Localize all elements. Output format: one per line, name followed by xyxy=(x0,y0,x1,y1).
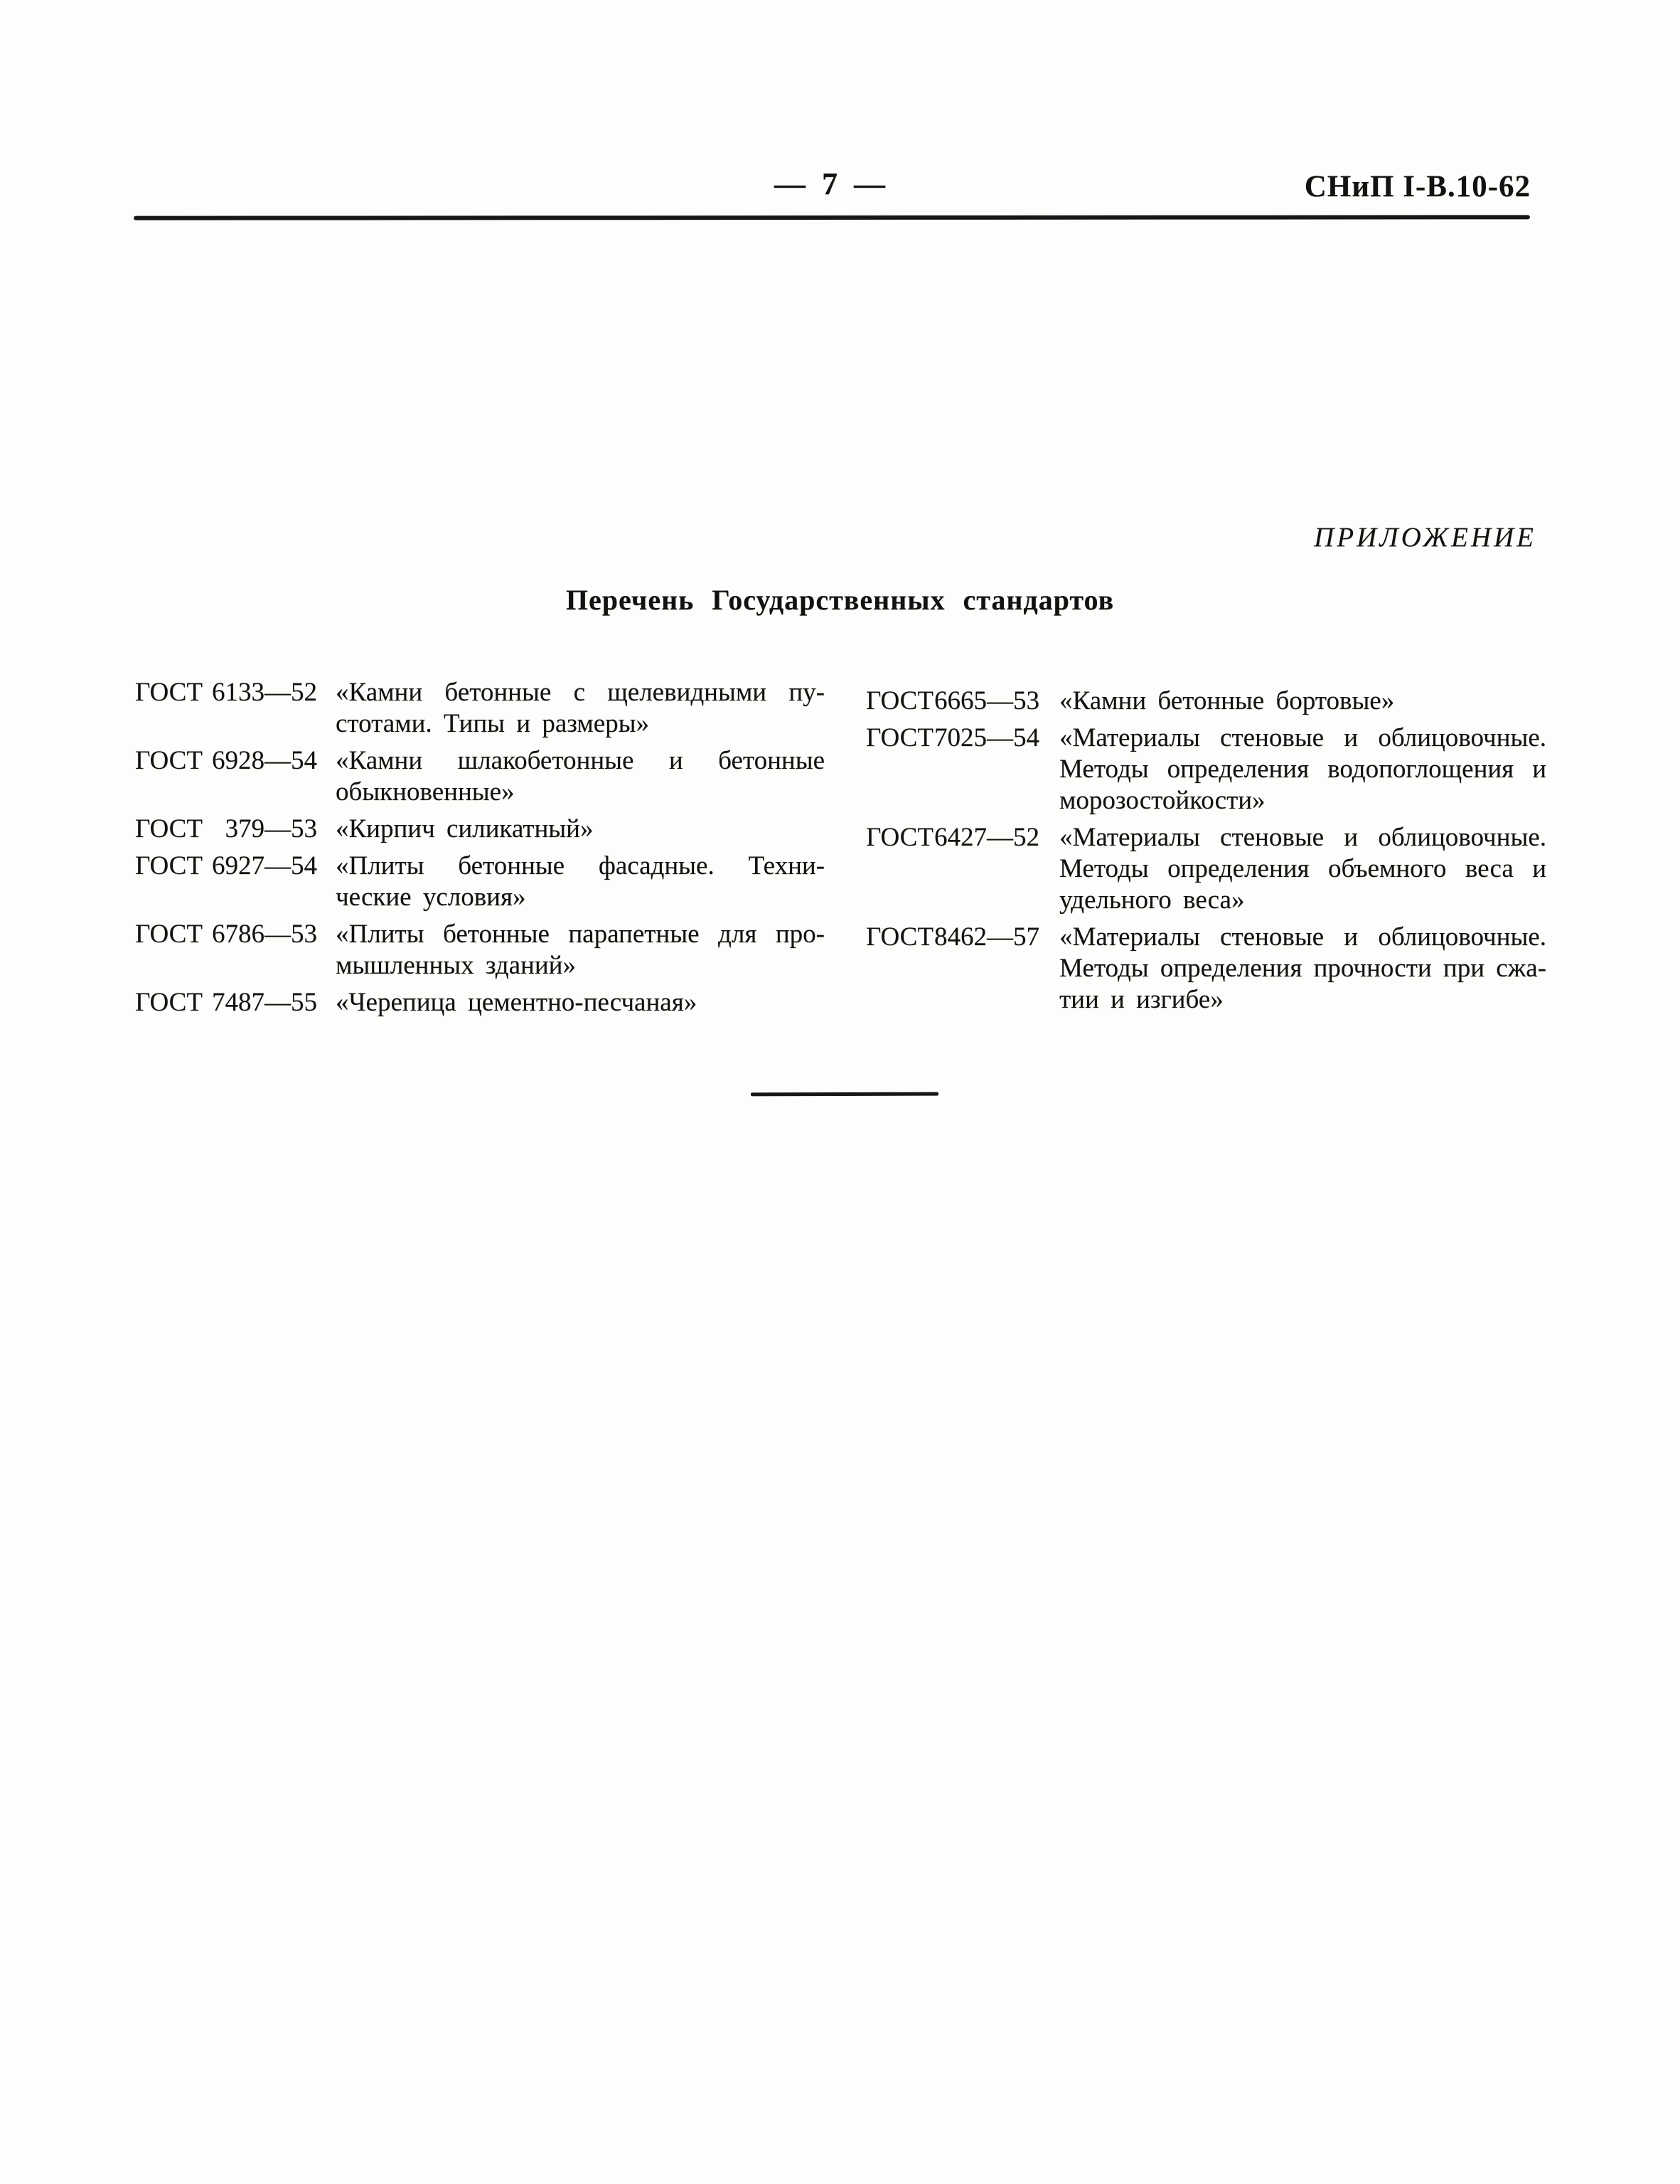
gost-number: 7025—54 xyxy=(934,723,1039,752)
gost-description-line: «Черепица цементно-песчаная» xyxy=(336,988,697,1017)
gost-org: ГОСТ xyxy=(866,686,933,715)
gost-entry-label xyxy=(866,922,1059,1016)
gost-description-line: «Камни шлакобетонные и бетонные xyxy=(336,746,825,775)
gost-entry xyxy=(135,677,825,740)
end-divider-rule xyxy=(751,1092,938,1097)
gost-description-line: Методы определения водопоглощения и xyxy=(1059,755,1546,784)
gost-description-line: «Камни бетонные с щелевидными пу- xyxy=(336,678,825,707)
gost-org: ГОСТ xyxy=(135,851,203,880)
gost-description-line: тии и изгибе» xyxy=(1059,985,1224,1014)
page-title: Перечень Государственных стандартов xyxy=(565,584,1115,616)
standards-column-left xyxy=(135,677,825,1024)
gost-description-line: обыкновенные» xyxy=(336,777,515,806)
gost-entry xyxy=(866,686,1546,717)
gost-number: 6665—53 xyxy=(934,686,1039,715)
gost-entry xyxy=(135,987,825,1018)
standards-column-right xyxy=(866,686,1546,1021)
gost-description xyxy=(336,919,825,981)
gost-number: 7487—55 xyxy=(212,988,317,1017)
gost-description-line: «Плиты бетонные парапетные для про- xyxy=(336,920,825,949)
gost-description-line: ческие условия» xyxy=(336,883,526,912)
gost-org: ГОСТ xyxy=(135,814,203,843)
gost-org: ГОСТ xyxy=(866,823,933,852)
gost-entry xyxy=(135,851,825,913)
gost-entry xyxy=(135,919,825,981)
gost-description-line: «Материалы стеновые и облицовочные. xyxy=(1059,922,1546,952)
gost-description-line: стотами. Типы и размеры» xyxy=(336,709,650,738)
gost-description xyxy=(336,851,825,913)
gost-description xyxy=(336,814,825,845)
gost-description xyxy=(336,677,825,740)
page-number: — 7 — xyxy=(774,166,889,201)
gost-description xyxy=(1059,723,1546,816)
gost-number: 6133—52 xyxy=(212,678,317,707)
gost-org: ГОСТ xyxy=(135,920,203,949)
gost-description xyxy=(336,745,825,808)
gost-number: 6928—54 xyxy=(212,746,317,775)
gost-entry xyxy=(866,723,1546,816)
gost-number: 379—53 xyxy=(225,814,317,843)
gost-org: ГОСТ xyxy=(866,922,933,952)
doc-code: СНиП I-В.10-62 xyxy=(1304,170,1531,203)
gost-description xyxy=(1059,822,1546,916)
gost-description xyxy=(336,987,825,1018)
gost-description-line: «Материалы стеновые и облицовочные. xyxy=(1059,723,1546,752)
gost-entry-label xyxy=(866,822,1059,916)
gost-entry-label xyxy=(866,723,1059,816)
gost-number: 8462—57 xyxy=(934,922,1039,952)
gost-entry xyxy=(866,822,1546,916)
gost-description-line: «Камни бетонные бортовые» xyxy=(1059,686,1395,715)
gost-description-line: «Плиты бетонные фасадные. Техни- xyxy=(336,851,825,880)
gost-entry-label xyxy=(135,677,336,740)
gost-description xyxy=(1059,922,1546,1016)
gost-entry-label xyxy=(135,987,336,1018)
gost-description-line: Методы определения прочности при сжа- xyxy=(1059,954,1546,983)
gost-description xyxy=(1059,686,1546,717)
gost-entry-label xyxy=(135,814,336,845)
gost-entry-label xyxy=(135,745,336,808)
gost-description-line: Методы определения объемного веса и xyxy=(1059,854,1546,883)
gost-org: ГОСТ xyxy=(135,678,203,707)
gost-description-line: «Кирпич силикатный» xyxy=(336,814,594,843)
gost-org: ГОСТ xyxy=(866,723,933,752)
gost-entry xyxy=(135,814,825,845)
appendix-label: ПРИЛОЖЕНИЕ xyxy=(1314,522,1536,553)
gost-description-line: морозостойкости» xyxy=(1059,786,1266,815)
gost-entry-label xyxy=(866,686,1059,717)
gost-number: 6427—52 xyxy=(934,823,1039,852)
gost-entry-label xyxy=(135,919,336,981)
gost-description-line: удельного веса» xyxy=(1059,885,1245,915)
gost-org: ГОСТ xyxy=(135,988,203,1017)
gost-number: 6786—53 xyxy=(212,920,317,949)
gost-entry xyxy=(135,745,825,808)
gost-number: 6927—54 xyxy=(212,851,317,880)
header-rule xyxy=(134,215,1530,220)
gost-org: ГОСТ xyxy=(135,746,203,775)
gost-description-line: «Материалы стеновые и облицовочные. xyxy=(1059,823,1546,852)
gost-description-line: мышленных зданий» xyxy=(336,951,576,980)
gost-entry-label xyxy=(135,851,336,913)
gost-entry xyxy=(866,922,1546,1016)
